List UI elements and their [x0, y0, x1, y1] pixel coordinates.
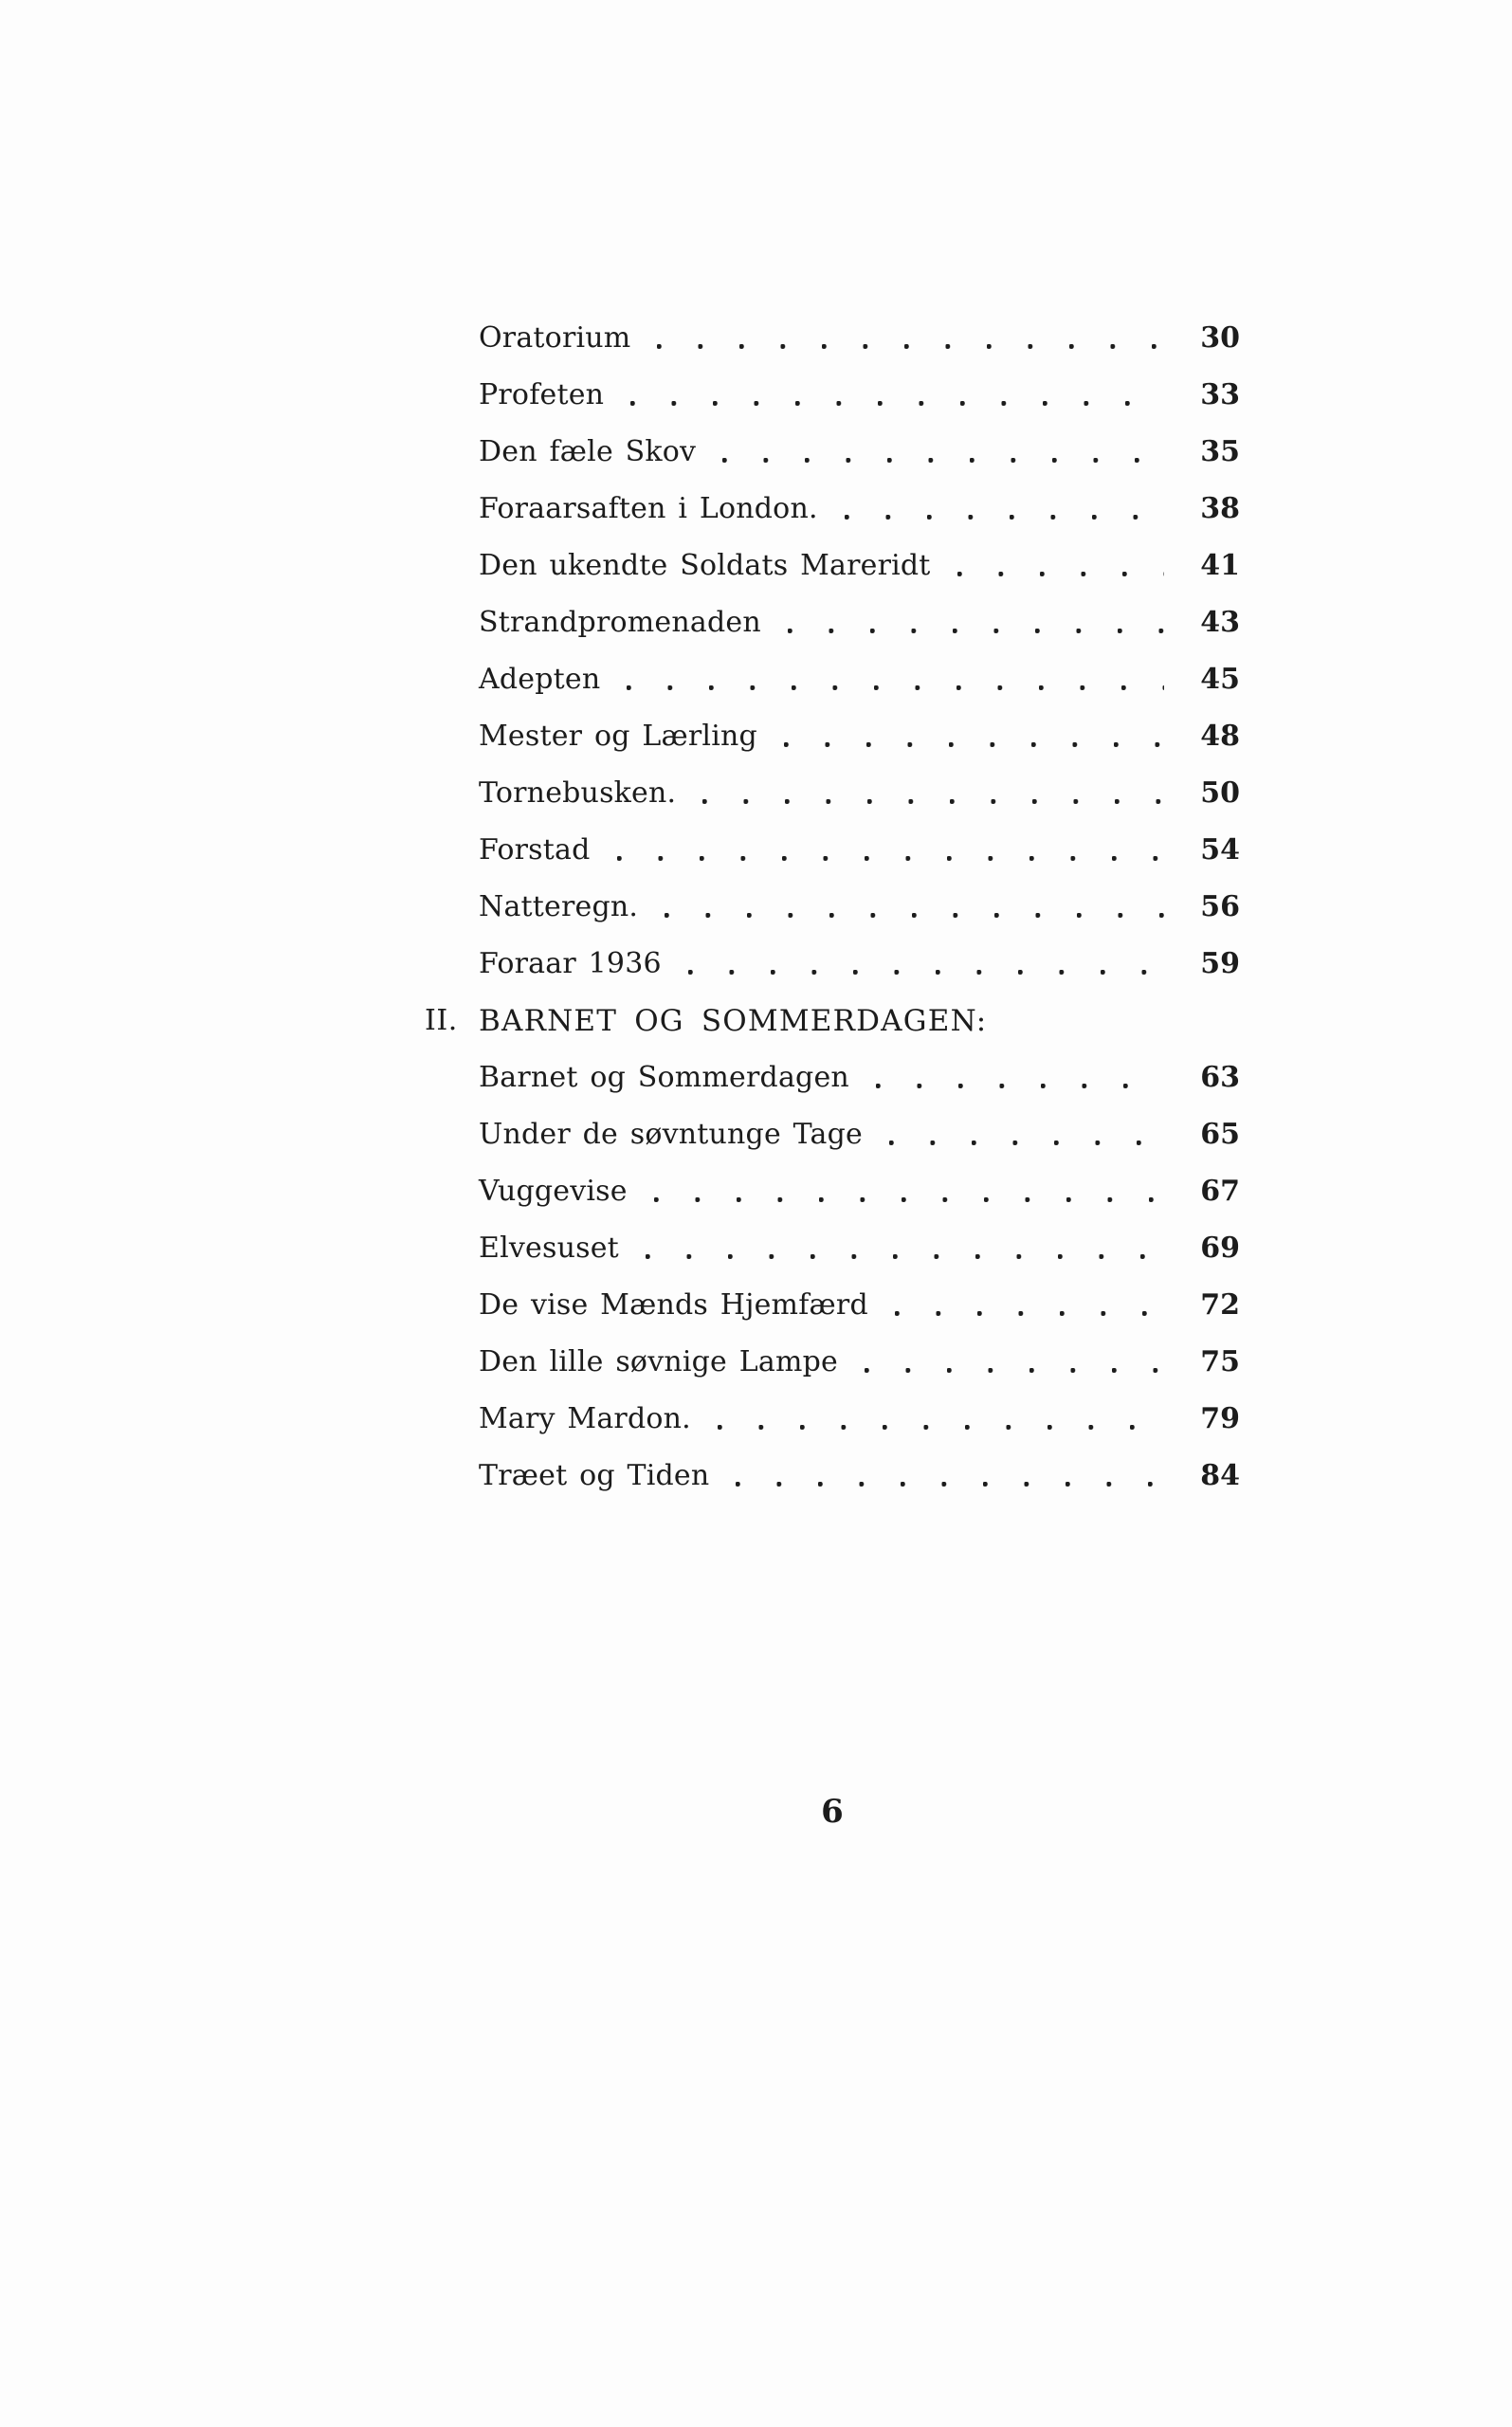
toc-entry-title: Barnet og Sommerdagen [479, 1061, 849, 1094]
toc-entry-title: Strandpromenaden [479, 606, 761, 639]
section-numeral: II. [425, 1004, 458, 1037]
toc-page-number: 48 [1200, 720, 1240, 753]
toc-row [479, 936, 1240, 993]
leader-dots [770, 708, 1164, 765]
leader-dots [703, 1391, 1164, 1448]
toc-row [479, 1106, 1240, 1163]
toc-entry-title: Natteregn. [479, 890, 639, 923]
toc-entry-title: Den lille søvnige Lampe [479, 1345, 838, 1378]
leader-dots [943, 538, 1164, 594]
toc-entry-title: Mary Mardon. [479, 1402, 691, 1435]
toc-section-heading-row [425, 993, 1240, 1049]
toc-row [479, 424, 1240, 481]
leader-dots [640, 1163, 1164, 1220]
toc-entry-title: Tornebusken. [479, 776, 677, 810]
leader-dots [881, 1277, 1164, 1334]
toc-entry-title: Foraar 1936 [479, 947, 662, 980]
toc-row [479, 481, 1240, 538]
leader-dots [862, 1049, 1164, 1106]
leader-dots [650, 879, 1164, 936]
toc-page-number: 43 [1200, 606, 1240, 639]
toc-row [479, 879, 1240, 936]
leader-dots [688, 765, 1164, 822]
leader-dots [708, 424, 1164, 481]
toc-entry-title: Adepten [479, 663, 601, 696]
toc-page-number: 54 [1200, 833, 1240, 867]
toc-page-number: 56 [1200, 890, 1240, 923]
toc-entry-title: Den fæle Skov [479, 435, 697, 468]
toc-row [479, 1049, 1240, 1106]
toc-entry-title: Træet og Tiden [479, 1459, 710, 1492]
toc-page-number: 30 [1200, 321, 1240, 355]
toc-page-number: 38 [1200, 492, 1240, 525]
toc-entry-title: Elvesuset [479, 1232, 619, 1265]
toc-row [479, 765, 1240, 822]
toc-entry-title: Oratorium [479, 321, 631, 355]
toc-entry-title: De vise Mænds Hjemfærd [479, 1288, 868, 1322]
toc-entry-title: Mester og Lærling [479, 720, 757, 753]
toc-page-number: 45 [1200, 663, 1240, 696]
toc-row [479, 1220, 1240, 1277]
toc-row [479, 1391, 1240, 1448]
toc-page-number: 33 [1200, 378, 1240, 411]
toc-row [479, 822, 1240, 879]
toc-page-number: 59 [1200, 947, 1240, 980]
toc-row [479, 367, 1240, 424]
toc-row [479, 651, 1240, 708]
toc-row [479, 538, 1240, 594]
toc-part-two-list [479, 1049, 1240, 1505]
toc-part-one-list [479, 310, 1240, 993]
toc-row [479, 1334, 1240, 1391]
leader-dots [612, 651, 1164, 708]
toc-page-number: 84 [1200, 1459, 1240, 1492]
toc-page-number: 69 [1200, 1232, 1240, 1265]
toc-row [479, 1448, 1240, 1505]
toc-row [479, 1277, 1240, 1334]
leader-dots [774, 594, 1164, 651]
toc-row [479, 310, 1240, 367]
page-folio [425, 1783, 1240, 1840]
toc-page-number: 65 [1200, 1118, 1240, 1151]
toc-entry-title: Forstad [479, 833, 591, 867]
toc-page-number: 72 [1200, 1288, 1240, 1322]
toc-page-number: 35 [1200, 435, 1240, 468]
toc-page-number: 75 [1200, 1345, 1240, 1378]
leader-dots [603, 822, 1164, 879]
leader-dots [631, 1220, 1164, 1277]
toc-page-number: 50 [1200, 776, 1240, 810]
leader-dots [830, 481, 1164, 538]
table-of-contents [425, 310, 1240, 1505]
toc-entry-title: Profeten [479, 378, 605, 411]
leader-dots [643, 310, 1164, 367]
toc-page-number: 63 [1200, 1061, 1240, 1094]
leader-dots [850, 1334, 1164, 1391]
toc-page-number: 67 [1200, 1175, 1240, 1208]
toc-row [479, 594, 1240, 651]
toc-row [479, 708, 1240, 765]
toc-page-number: 79 [1200, 1402, 1240, 1435]
toc-row [479, 1163, 1240, 1220]
leader-dots [674, 936, 1164, 993]
toc-page-number: 41 [1200, 549, 1240, 582]
toc-entry-title: Vuggevise [479, 1175, 628, 1208]
toc-entry-title: Foraarsaften i London. [479, 492, 818, 525]
leader-dots [616, 367, 1164, 424]
footer-page-number: 6 [821, 1793, 844, 1831]
toc-entry-title: Under de søvntunge Tage [479, 1118, 863, 1151]
toc-entry-title: Den ukendte Soldats Mareridt [479, 549, 931, 582]
section-heading: BARNET OG SOMMERDAGEN: [479, 1004, 988, 1038]
leader-dots [875, 1106, 1164, 1163]
leader-dots [721, 1448, 1164, 1505]
